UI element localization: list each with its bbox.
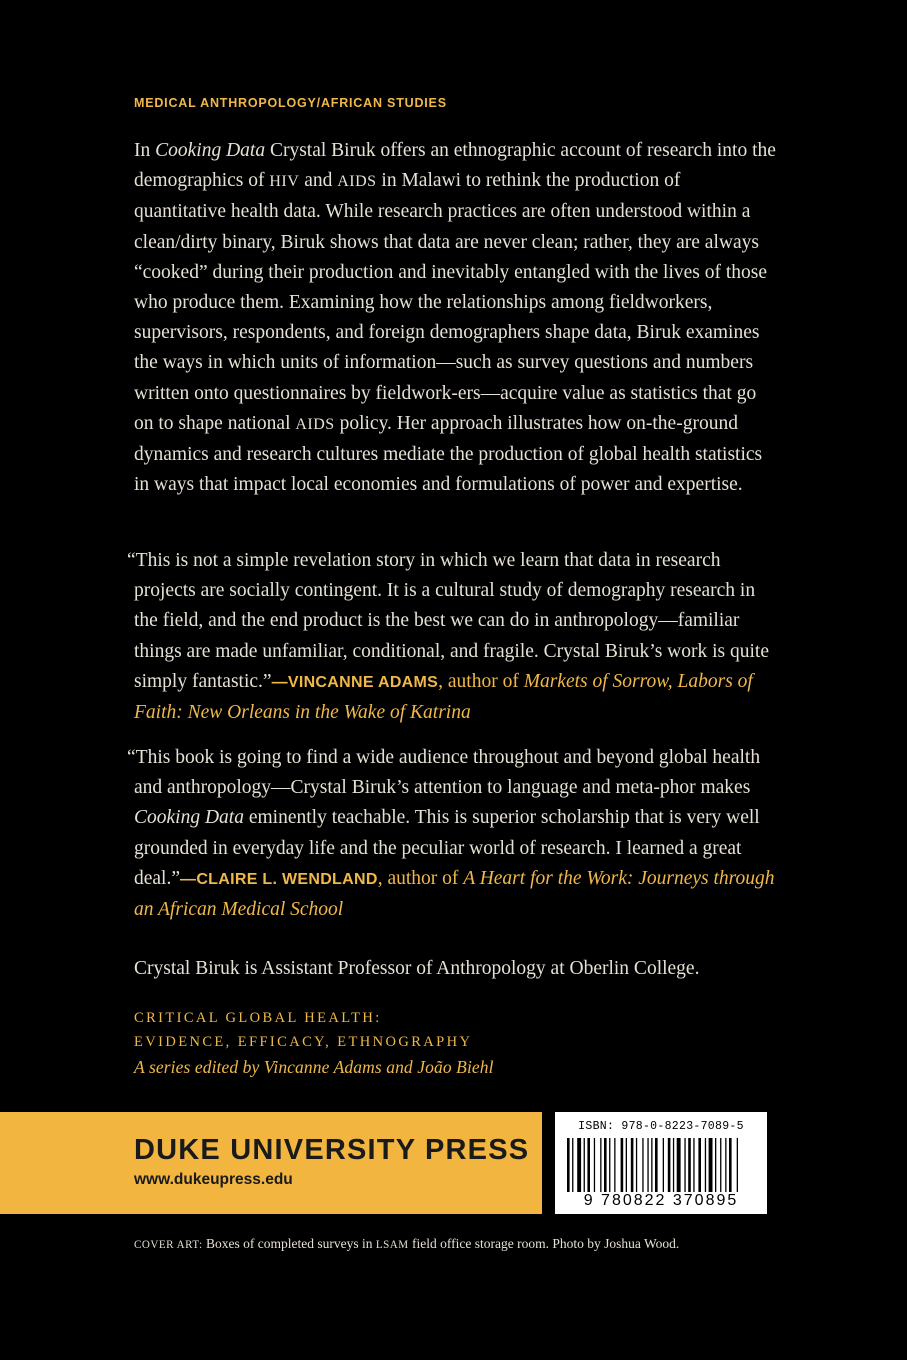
endorser-name: —VINCANNE ADAMS [271,673,439,691]
isbn-label: ISBN: 978-0-8223-7089-5 [578,1120,744,1133]
cover-art-credit: COVER ART: Boxes of completed surveys in LSAM field office storage room. Photo by Joshua Wood. [134,1236,680,1251]
book-title: Cooking Data [155,140,266,161]
author-bio: Crystal Biruk is Assistant Professor of Anthropology at Oberlin College. [134,958,700,979]
publisher-url: www.dukeupress.edu [134,1171,293,1188]
book-description: In Cooking Data Crystal Biruk offers an ethnographic account of research into the demographics of HIV and AIDS in Malawi to rethink the production of quantitative health data. While research practices are often understood within a clean/dirty binary, Biruk shows that data are never clean; rather, they are always “cooked” during their production and inevitably entangled with the lives of those who produce them. Examining how the relationships among fieldworkers, supervisors, respondents, and foreign demographers shape data, Biruk examines the ways in which units of information—such as survey questions and numbers written onto questionnaires by fieldwork-ers—acquire value as statistics that go on to shape national AIDS policy. Her approach illustrates how on-the-ground dynamics and research cultures mediate the production of global health statistics in ways that impact local economies and formulations of power and expertise. [134,140,776,496]
endorser-name: —CLAIRE L. WENDLAND [180,870,378,888]
barcode-digits: 9 780822 370895 [583,1192,739,1209]
series-title-line-1: CRITICAL GLOBAL HEALTH: [134,1010,382,1026]
series-title-line-2: EVIDENCE, EFFICACY, ETHNOGRAPHY [134,1034,473,1050]
barcode-bars [565,1138,757,1192]
publisher-name: DUKE UNIVERSITY PRESS [134,1134,530,1166]
endorser-work-title: A Heart for the Work: Journeys through an African Medical School [134,867,775,921]
endorsement-quote-1: “This is not a simple revelation story in which we learn that data in research projects are socially contingent. It is a cultural study of demography research in the field, and the end product is the best we can do in anthropology—familiar things are made unfamiliar, conditional, and fragile. Crystal Biruk’s work is quite simply fantastic.”—VINCANNE ADAMS, author of Markets of Sorrow, Labors of Faith: New Orleans in the Wake of Katrina [127,550,769,724]
endorser-work-title: Markets of Sorrow, Labors of Faith: New Orleans in the Wake of Katrina [134,670,753,724]
series-editors: A series edited by Vincanne Adams and João Biehl [134,1057,494,1077]
endorsement-quote-2: “This book is going to find a wide audience throughout and beyond global health and anthropology—Crystal Biruk’s attention to language and meta-phor makes Cooking Data eminently teachable. This is superior scholarship that is very well grounded in everyday life and the peculiar world of research. I learned a great deal.”—CLAIRE L. WENDLAND, author of A Heart for the Work: Journeys through an African Medical School [127,747,775,921]
category-label: MEDICAL ANTHROPOLOGY/AFRICAN STUDIES [134,96,447,110]
series-info [134,1006,494,1080]
isbn-barcode [555,1112,767,1214]
